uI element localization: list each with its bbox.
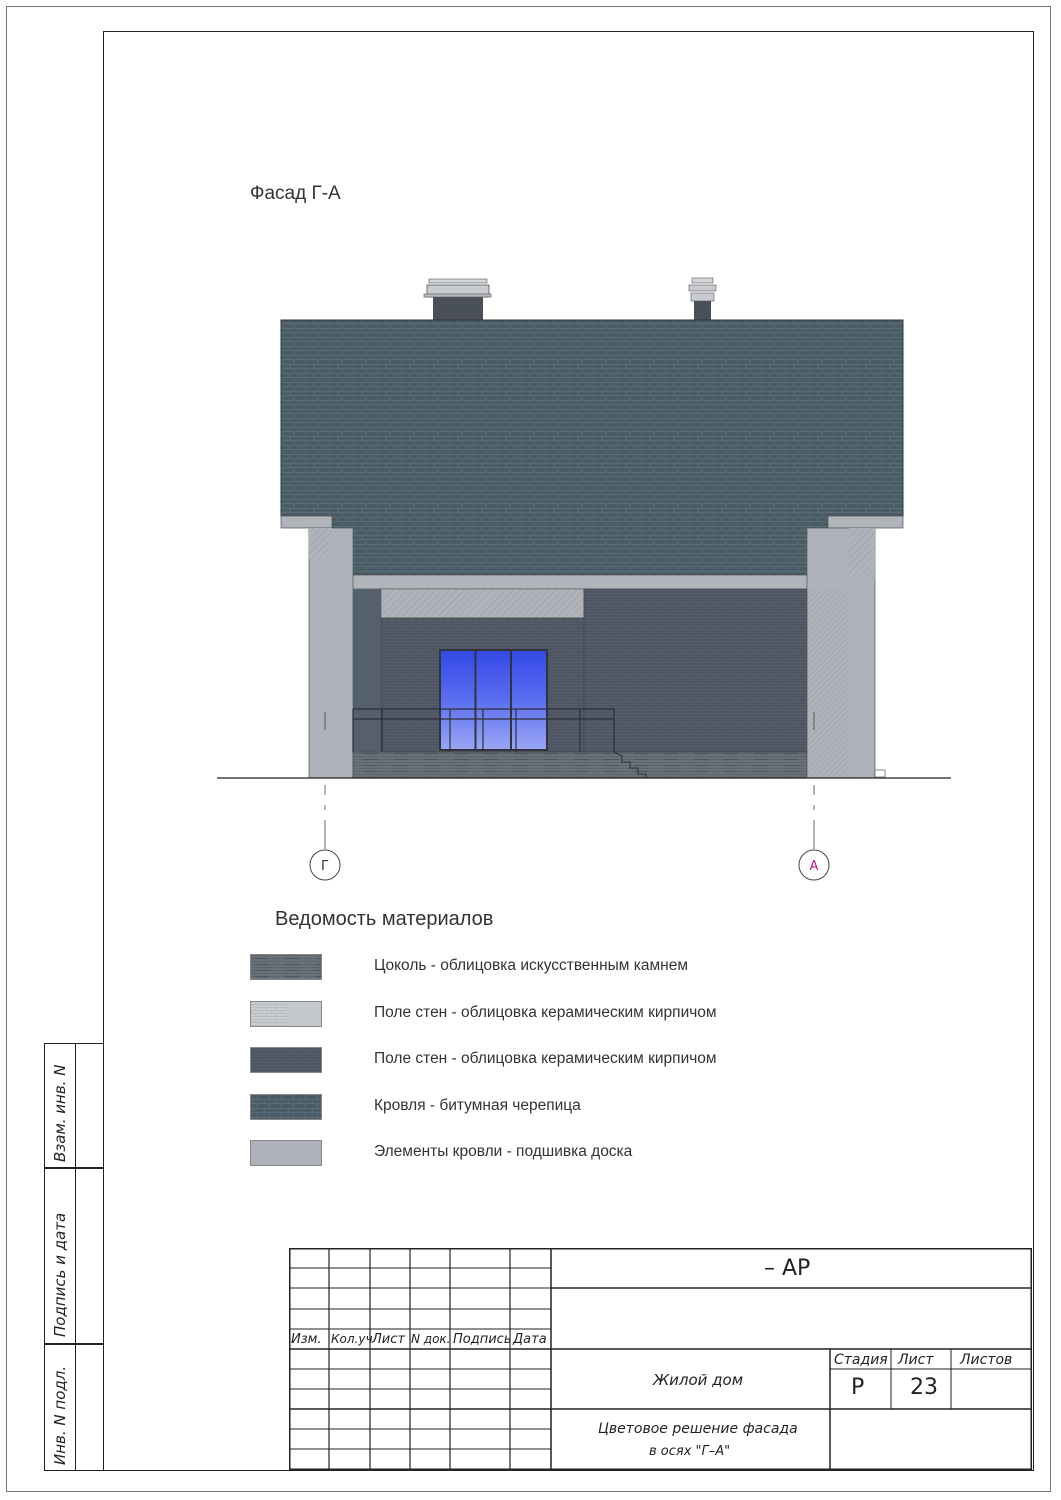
legend-swatch-roof-shingle	[250, 1094, 322, 1120]
header-sheet: Лист	[372, 1332, 405, 1347]
legend-swatch-stone	[250, 954, 322, 980]
legend-item-label: Элементы кровли - подшивка доска	[374, 1143, 633, 1160]
drawing-title: Фасад Г-А	[250, 183, 341, 204]
project-name: Жилой дом	[653, 1371, 744, 1389]
porch-recess	[353, 589, 381, 752]
legend-title: Ведомость материалов	[275, 908, 494, 930]
sheet-number: 23	[910, 1375, 938, 1400]
wall-dark-right	[584, 589, 807, 752]
roof-eave-left	[281, 516, 332, 528]
legend-swatch-dark-brick	[250, 1047, 322, 1073]
side-label-original-inv: Инв. N подл.	[51, 1365, 69, 1465]
side-label-signature-date: Подпись и дата	[51, 1212, 69, 1337]
stage-header: Стадия	[834, 1352, 888, 1368]
header-count: Кол.уч	[331, 1332, 373, 1346]
roof-eave-right	[828, 516, 903, 528]
legend-item-label: Поле стен - облицовка керамическим кирпичом	[374, 1050, 717, 1067]
header-change: Изм.	[291, 1332, 322, 1347]
title-block	[289, 1248, 1032, 1470]
header-doc-number: N док.	[411, 1332, 451, 1346]
side-cell-signature-date	[44, 1168, 103, 1344]
sheet-title-line1: Цветовое решение фасада	[598, 1421, 798, 1437]
axis-label-a: А	[809, 859, 819, 874]
porch-beam	[381, 589, 584, 618]
legend-item-label: Кровля - битумная черепица	[374, 1097, 581, 1114]
stage-value: Р	[851, 1375, 865, 1400]
side-cell-replaced-inv	[44, 1043, 103, 1168]
header-date: Дата	[513, 1332, 547, 1347]
side-label-replaced-inv: Взам. инв. N	[51, 1064, 69, 1162]
wall-left	[309, 528, 353, 778]
header-signature: Подпись	[453, 1332, 512, 1347]
sheet-title-line2: в осях "Г–А"	[649, 1444, 731, 1459]
plinth-stone	[353, 752, 807, 778]
legend-swatch-soffit-board	[250, 1140, 322, 1166]
legend-swatch-light-brick	[250, 1001, 322, 1027]
glass-door-window	[440, 650, 547, 750]
document-code: – АР	[764, 1256, 811, 1281]
chimney-left	[424, 279, 491, 321]
legend-item-label: Поле стен - облицовка керамическим кирпичом	[374, 1004, 717, 1021]
sheets-header: Листов	[960, 1352, 1013, 1368]
legend-item-label: Цоколь - облицовка искусственным камнем	[374, 957, 689, 974]
sheet-header: Лист	[898, 1352, 934, 1368]
side-cell-original-inv	[44, 1344, 103, 1471]
roof-eave-center	[332, 575, 828, 589]
axis-label-g: Г	[321, 859, 329, 874]
